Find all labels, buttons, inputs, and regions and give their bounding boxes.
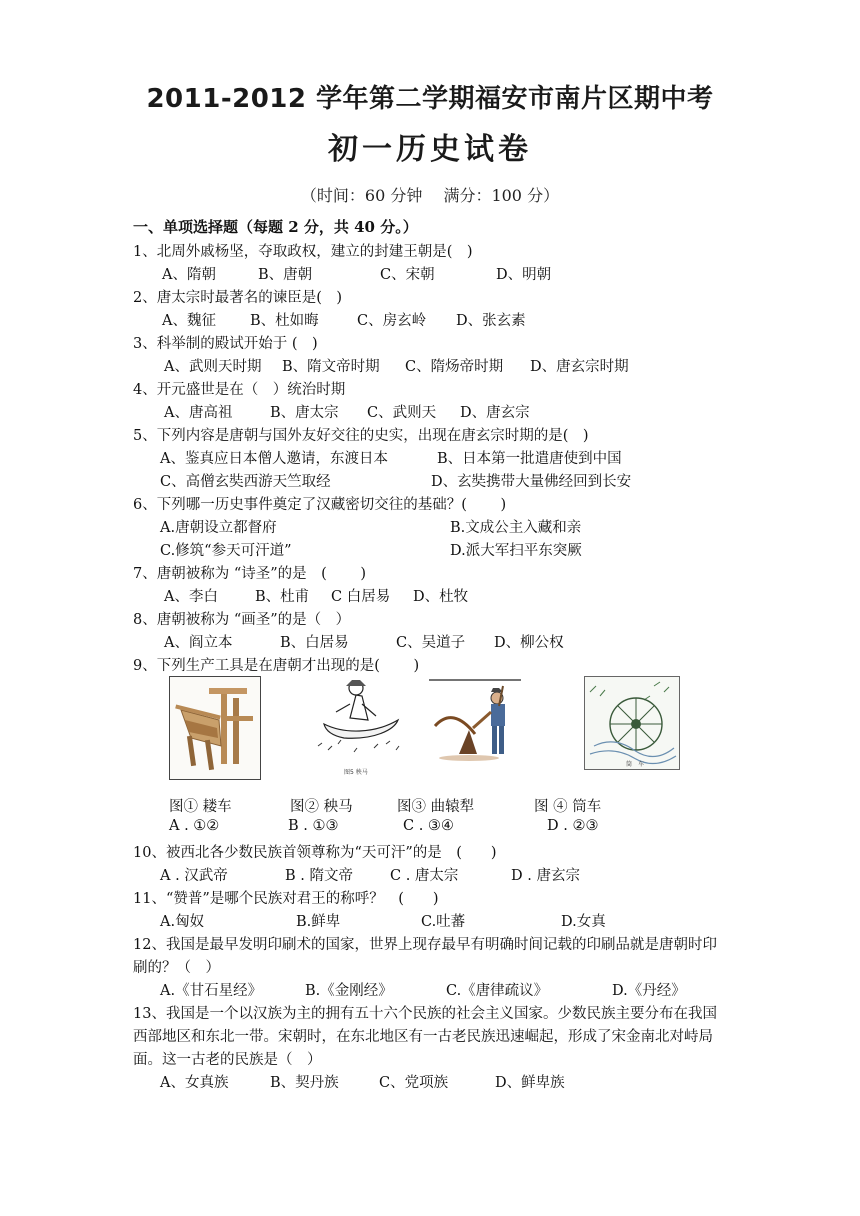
q5-option-d: D、玄奘携带大量佛经回到长安 (431, 474, 632, 490)
q12-option-c: C.《唐律疏议》 (446, 983, 549, 999)
question-3-stem: 3、科举制的殿试开始于 ( ) (133, 336, 318, 352)
question-7-stem: 7、唐朝被称为 “诗圣”的是 ( ) (133, 566, 367, 582)
q3-option-c: C、隋炀帝时期 (405, 359, 504, 375)
question-6-stem: 6、下列哪一历史事件奠定了汉藏密切交往的基础？( ) (133, 497, 507, 513)
q2-option-d: D、张玄素 (456, 313, 526, 329)
q11-option-c: C.吐蕃 (421, 914, 466, 930)
q5-option-a: A、鉴真应日本僧人邀请，东渡日本 (160, 451, 388, 467)
question-5-stem: 5、下列内容是唐朝与国外友好交往的史实，出现在唐玄宗时期的是( ) (133, 428, 589, 444)
q8-option-b: B、白居易 (280, 635, 349, 651)
q8-option-a: A、阎立本 (164, 635, 233, 651)
q13-option-c: C、党项族 (379, 1075, 449, 1091)
q8-option-d: D、柳公权 (494, 635, 564, 651)
q9-option-d: D . ②③ (547, 818, 599, 834)
water-wheel-image (584, 676, 680, 770)
q1-option-a: A、隋朝 (162, 267, 216, 283)
question-9-stem: 9、下列生产工具是在唐朝才出现的是( ) (133, 658, 420, 674)
question-12-stem-line-1: 12、我国是最早发明印刷术的国家，世界上现存最早有明确时间记载的印刷品就是唐朝时印 (133, 937, 717, 953)
q13-option-b: B、契丹族 (270, 1075, 339, 1091)
fig4-inner-label: 筒 车 (626, 761, 645, 768)
q7-option-d: D、杜牧 (413, 589, 469, 605)
q7-option-a: A、李白 (164, 589, 218, 605)
q4-option-a: A、唐高祖 (164, 405, 233, 421)
q13-option-d: D、鲜卑族 (495, 1075, 565, 1091)
fig2-caption: 图② 秧马 (290, 799, 353, 815)
seedling-horse-image (314, 676, 406, 780)
q3-option-b: B、隋文帝时期 (282, 359, 380, 375)
exam-meta: （时间：60 分钟 满分：100 分） (300, 186, 560, 205)
q6-option-a: A.唐朝设立都督府 (160, 520, 277, 536)
q10-option-c: C . 唐太宗 (390, 868, 459, 884)
q5-option-b: B、日本第一批遣唐使到中国 (437, 451, 622, 467)
q1-option-b: B、唐朝 (258, 267, 313, 283)
q2-option-c: C、房玄岭 (357, 313, 427, 329)
question-13-stem-line-1: 13、我国是一个以汉族为主的拥有五十六个民族的社会主义国家。少数民族主要分布在我国 (133, 1006, 717, 1022)
q8-option-c: C、吴道子 (396, 635, 466, 651)
question-13-stem-line-2: 西部地区和东北一带。宋朝时，在东北地区有一古老民族迅速崛起，形成了宋金南北对峙局 (133, 1029, 713, 1045)
q9-option-c: C . ③④ (403, 818, 454, 834)
q10-option-a: A . 汉武帝 (160, 868, 228, 884)
q4-option-b: B、唐太宗 (270, 405, 339, 421)
q12-option-a: A.《甘石星经》 (160, 983, 263, 999)
seed-drill-image (169, 676, 261, 780)
question-10-stem: 10、被西北各少数民族首领尊称为“天可汗”的是 ( ) (133, 845, 497, 861)
q4-option-c: C、武则天 (367, 405, 437, 421)
q12-option-d: D.《丹经》 (612, 983, 686, 999)
q4-option-d: D、唐玄宗 (460, 405, 530, 421)
q12-option-b: B.《金刚经》 (305, 983, 393, 999)
q6-option-d: D.派大军扫平东突厥 (450, 543, 582, 559)
q11-option-a: A.匈奴 (160, 914, 205, 930)
q2-option-b: B、杜如晦 (250, 313, 319, 329)
q13-option-a: A、女真族 (160, 1075, 229, 1091)
exam-title: 2011-2012 学年第二学期福安市南片区期中考 (146, 84, 714, 114)
question-12-stem-line-2: 刷的？（ ） (133, 960, 220, 976)
q11-option-d: D.女真 (561, 914, 606, 930)
q10-option-b: B . 隋文帝 (285, 868, 353, 884)
question-2-stem: 2、唐太宗时最著名的谏臣是( ) (133, 290, 343, 306)
curved-plow-image (429, 676, 521, 780)
fig1-caption: 图① 耧车 (169, 799, 232, 815)
question-13-stem-line-3: 面。这一古老的民族是（ ） (133, 1052, 322, 1068)
q2-option-a: A、魏征 (162, 313, 216, 329)
question-1-stem: 1、北周外戚杨坚，夺取政权，建立的封建王朝是( ) (133, 244, 473, 260)
question-11-stem: 11、“赞普”是哪个民族对君王的称呼？ ( ) (133, 891, 439, 907)
q1-option-c: C、宋朝 (380, 267, 435, 283)
question-8-stem: 8、唐朝被称为 “画圣”的是（ ） (133, 612, 351, 628)
q6-option-c: C.修筑“参天可汗道” (160, 543, 292, 559)
q9-option-a: A . ①② (169, 818, 220, 834)
fig3-caption: 图③ 曲辕犁 (397, 799, 475, 815)
q9-option-b: B . ①③ (288, 818, 339, 834)
q7-option-b: B、杜甫 (255, 589, 310, 605)
q10-option-d: D . 唐玄宗 (511, 868, 580, 884)
q6-option-b: B.文成公主入藏和亲 (450, 520, 582, 536)
question-4-stem: 4、开元盛世是在（ ）统治时期 (133, 382, 346, 398)
fig2-inner-label: 图5 秧马 (344, 769, 368, 776)
fig4-caption: 图 ④ 筒车 (534, 799, 602, 815)
exam-subtitle: 初一历史试卷 (328, 132, 532, 167)
q5-option-c: C、高僧玄奘西游天竺取经 (160, 474, 331, 490)
section-heading: 一、单项选择题（每题 2 分，共 40 分。） (133, 218, 418, 236)
q7-option-c: C 白居易 (331, 589, 391, 605)
q1-option-d: D、明朝 (496, 267, 552, 283)
q3-option-a: A、武则天时期 (164, 359, 262, 375)
q3-option-d: D、唐玄宗时期 (530, 359, 629, 375)
q11-option-b: B.鲜卑 (296, 914, 341, 930)
